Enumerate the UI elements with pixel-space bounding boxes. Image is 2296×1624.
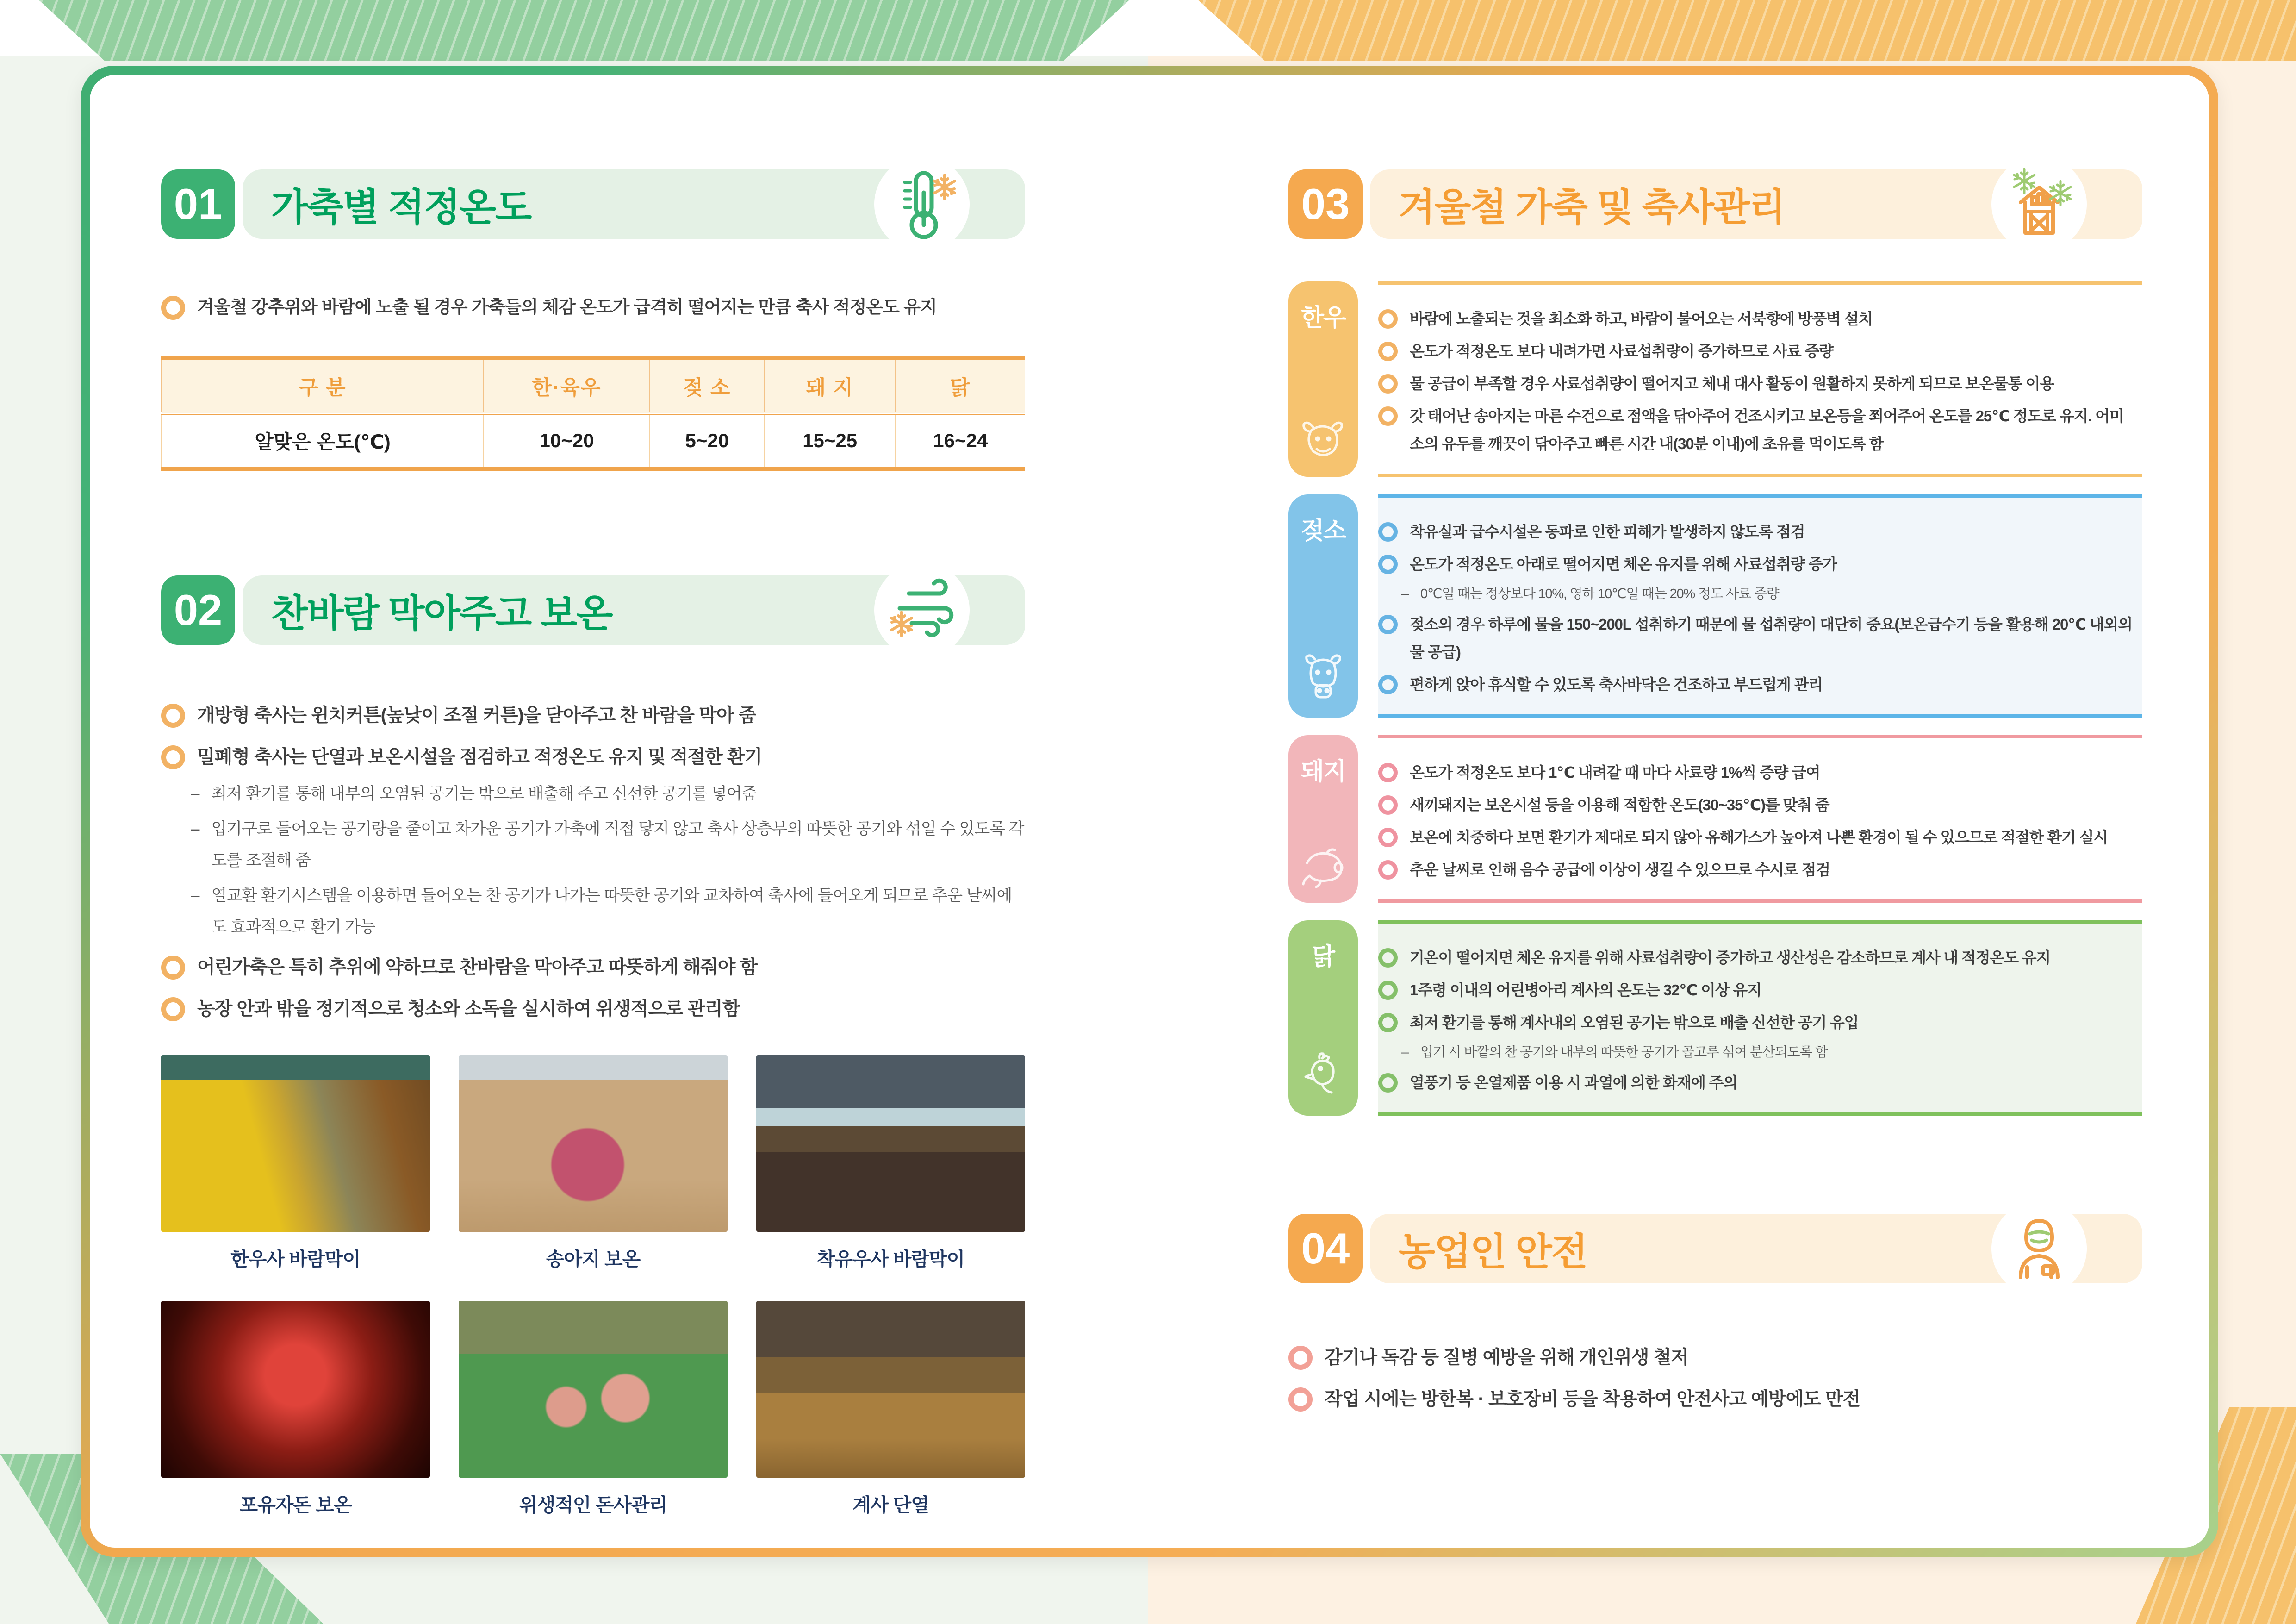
photo-cell xyxy=(161,1055,430,1271)
bullet-item xyxy=(1288,1340,2142,1375)
bullet-text: 착유실과 급수시설은 동파로 인한 피해가 발생하지 않도록 점검 xyxy=(1410,523,1805,540)
chicken-icon xyxy=(1299,1050,1347,1102)
photo-grid xyxy=(161,1055,1025,1547)
livestock-photo xyxy=(756,1055,1025,1232)
bullet-item xyxy=(1378,611,2138,666)
bullet-text: 온도가 적정온도 보다 내려가면 사료섭취량이 증가하므로 사료 증량 xyxy=(1410,343,1833,360)
photo-cell xyxy=(756,1055,1025,1271)
section04-title-bar xyxy=(1370,1214,2142,1283)
ring-bullet-icon xyxy=(1378,981,1398,1000)
section01-intro-text: 겨울철 강추위와 바람에 노출 될 경우 가축들의 체감 온도가 급격히 떨어지는 만큼 축사 적정온도 유지 xyxy=(197,298,937,317)
dash-marker: – xyxy=(191,887,199,905)
dash-marker: – xyxy=(191,820,199,838)
temperature-table-header-cell: 닭 xyxy=(896,358,1025,413)
bullet-text: 어린가축은 특히 추위에 약하므로 찬바람을 막아주고 따뜻하게 해줘야 함 xyxy=(197,957,758,977)
photo-caption: 위생적인 돈사관리 xyxy=(519,1494,667,1516)
ring-bullet-icon xyxy=(1378,555,1398,574)
bullet-text: 물 공급이 부족할 경우 사료섭취량이 떨어지고 체내 대사 활동이 원활하지 못하게 되므로 보온물통 이용 xyxy=(1410,375,2054,392)
bullet-text: 농장 안과 밖을 정기적으로 청소와 소독을 실시하여 위생적으로 관리함 xyxy=(197,999,740,1019)
bullet-item xyxy=(1378,944,2138,972)
ring-bullet-icon xyxy=(161,296,185,320)
protective-suit-person-icon xyxy=(1991,1201,2087,1296)
bullet-item xyxy=(1378,791,2138,819)
decorative-stripe-top-left xyxy=(28,0,1129,61)
temperature-table-header-row xyxy=(162,358,1025,413)
bullet-item xyxy=(1378,402,2138,458)
bullet-text: 기온이 떨어지면 체온 유지를 위해 사료섭취량이 증가하고 생산성은 감소하므로 계사 내 적정온도 유지 xyxy=(1410,949,2051,966)
livestock-photo xyxy=(459,1301,728,1478)
tab-jeotso-label: 젖소 xyxy=(1300,518,1346,544)
photo-cell xyxy=(756,1301,1025,1517)
bullet-item xyxy=(1378,824,2138,851)
bullet-text: 갓 태어난 송아지는 마른 수건으로 점액을 닦아주어 건조시키고 보온등을 쬐어주어 온도를 25℃ 정도로 유지. 어미소의 유두를 깨끗이 닦아주고 빠른 시간 내(30분 이내)에 초유를 먹이도록 함 xyxy=(1410,407,2124,452)
row-chicken-content xyxy=(1378,920,2142,1116)
tab-pig-label: 돼지 xyxy=(1300,758,1346,785)
section03-header xyxy=(1288,169,2142,239)
ring-bullet-icon xyxy=(1378,615,1398,634)
section02-title: 찬바람 막아주고 보온 xyxy=(271,592,612,635)
thermometer-snowflake-icon xyxy=(874,156,970,252)
ring-bullet-icon xyxy=(161,997,185,1021)
content-card-frame xyxy=(81,66,2218,1557)
section02-header xyxy=(161,575,1025,645)
photo-caption: 계사 단열 xyxy=(852,1494,929,1516)
bullet-item xyxy=(1378,759,2138,787)
bullet-item xyxy=(161,739,1025,775)
temperature-table-header-cell: 한·육우 xyxy=(484,358,650,413)
temperature-table xyxy=(161,356,1025,471)
bullet-item xyxy=(1378,305,2138,333)
wind-snowflake-icon xyxy=(874,562,970,658)
tab-jeotso xyxy=(1288,494,1358,718)
photo-caption: 착유우사 바람막이 xyxy=(816,1249,965,1270)
section03-number-badge: 03 xyxy=(1288,169,1363,239)
bullet-text: 0℃일 때는 정상보다 10%, 영하 10℃일 때는 20% 정도 사료 증량 xyxy=(1420,587,1779,601)
bullet-item xyxy=(1378,976,2138,1004)
row-jeotso-content xyxy=(1378,494,2142,718)
bullet-text: 최저 환기를 통해 내부의 오염된 공기는 밖으로 배출해 주고 신선한 공기를 넣어줌 xyxy=(211,785,757,803)
section04-header xyxy=(1288,1214,2142,1283)
tab-chicken-label: 닭 xyxy=(1312,943,1335,970)
bullet-item xyxy=(161,698,1025,733)
bullet-item xyxy=(1288,1381,2142,1417)
bullet-text: 밀폐형 축사는 단열과 보온시설을 점검하고 적정온도 유지 및 적절한 환기 xyxy=(197,747,762,767)
temperature-table-value-row xyxy=(162,413,1025,469)
ring-bullet-icon xyxy=(1378,675,1398,694)
section04-number-badge: 04 xyxy=(1288,1214,1363,1283)
section04-bullet-list xyxy=(1288,1333,2142,1417)
temperature-table-value-cell: 16~24 xyxy=(896,413,1025,469)
bullet-item xyxy=(1378,550,2138,578)
bullet-text: 보온에 치중하다 보면 환기가 제대로 되지 않아 유해가스가 높아져 나쁜 환경이 될 수 있으므로 적절한 환기 실시 xyxy=(1410,829,2108,846)
ring-bullet-icon xyxy=(1378,860,1398,880)
bullet-item xyxy=(1378,1069,2138,1097)
section04-title: 농업인 안전 xyxy=(1399,1230,1587,1273)
ring-bullet-icon xyxy=(1378,309,1398,329)
section01-intro-bullet xyxy=(161,290,1025,325)
bullet-text: 입기 시 바깥의 찬 공기와 내부의 따뜻한 공기가 골고루 섞여 분산되도록 함 xyxy=(1420,1045,1828,1060)
ring-bullet-icon xyxy=(1378,342,1398,361)
bullet-text: 추운 날씨로 인해 음수 공급에 이상이 생길 수 있으므로 수시로 점검 xyxy=(1410,861,1830,878)
bullet-item xyxy=(1378,1040,2138,1064)
ring-bullet-icon xyxy=(1288,1387,1313,1412)
temperature-table-header-cell: 구 분 xyxy=(162,358,484,413)
photo-cell xyxy=(459,1301,728,1517)
pig-icon xyxy=(1298,844,1349,889)
section02-number-badge: 02 xyxy=(161,575,235,645)
section01-title: 가축별 적정온도 xyxy=(271,186,531,229)
ring-bullet-icon xyxy=(1378,1013,1398,1032)
bullet-item xyxy=(161,949,1025,985)
photo-cell xyxy=(459,1055,728,1271)
ring-bullet-icon xyxy=(161,745,185,769)
section02-title-bar xyxy=(243,575,1025,645)
row-chicken xyxy=(1288,920,2142,1116)
bullet-text: 젖소의 경우 하루에 물을 150~200L 섭취하기 때문에 물 섭취량이 대단히 중요(보온급수기 등을 활용해 20℃ 내외의 물 공급) xyxy=(1410,616,2132,661)
bullet-item xyxy=(1378,370,2138,398)
section01-title-bar xyxy=(243,169,1025,239)
bullet-text: 입기구로 들어오는 공기량을 줄이고 차가운 공기가 가축에 직접 닿지 않고 축사 상층부의 따뜻한 공기와 섞일 수 있도록 각도를 조절해 줌 xyxy=(211,820,1024,869)
barn-snowflake-icon xyxy=(1991,156,2087,252)
right-page-column xyxy=(1288,75,2142,1548)
ring-bullet-icon xyxy=(1378,374,1398,394)
section01-header xyxy=(161,169,1025,239)
dash-marker: – xyxy=(191,785,199,803)
bullet-item xyxy=(1378,856,2138,884)
photo-caption: 한우사 바람막이 xyxy=(230,1249,361,1270)
temperature-table-header-cell: 젖 소 xyxy=(650,358,765,413)
temperature-table-value-cell: 5~20 xyxy=(650,413,765,469)
left-page-column xyxy=(161,75,1025,1548)
bullet-item xyxy=(1378,518,2138,546)
section02-bullet-list xyxy=(161,691,1025,1026)
ring-bullet-icon xyxy=(1378,828,1398,847)
bullet-text: 1주령 이내의 어린병아리 계사의 온도는 32℃ 이상 유지 xyxy=(1410,981,1761,999)
row-jeotso xyxy=(1288,494,2142,718)
livestock-photo xyxy=(161,1301,430,1478)
bullet-text: 온도가 적정온도 보다 1℃ 내려갈 때 마다 사료량 1%씩 증량 급여 xyxy=(1410,764,1820,781)
temperature-table-value-cell: 15~25 xyxy=(765,413,896,469)
bullet-text: 열교환 환기시스템을 이용하면 들어오는 찬 공기가 나가는 따뜻한 공기와 교차하여 축사에 들어오게 되므로 추운 날씨에도 효과적으로 환기 가능 xyxy=(211,887,1012,936)
bullet-text: 개방형 축사는 윈치커튼(높낮이 조절 커튼)을 닫아주고 찬 바람을 막아 줌 xyxy=(197,705,756,725)
row-pig-content xyxy=(1378,735,2142,903)
livestock-photo xyxy=(161,1055,430,1232)
bullet-item xyxy=(1378,1009,2138,1037)
tab-pig xyxy=(1288,735,1358,903)
ring-bullet-icon xyxy=(1378,948,1398,968)
content-card xyxy=(90,75,2209,1548)
livestock-photo xyxy=(459,1055,728,1232)
bullet-item xyxy=(1378,337,2138,365)
tab-chicken xyxy=(1288,920,1358,1116)
dash-marker: – xyxy=(1401,587,1408,601)
bullet-item xyxy=(161,991,1025,1026)
ring-bullet-icon xyxy=(1378,522,1398,542)
bullet-item xyxy=(1378,582,2138,606)
section03-title: 겨울철 가축 및 축사관리 xyxy=(1399,186,1785,229)
livestock-photo xyxy=(756,1301,1025,1478)
section01-number-badge: 01 xyxy=(161,169,235,239)
photo-caption: 송아지 보온 xyxy=(546,1249,641,1270)
ring-bullet-icon xyxy=(1378,1073,1398,1093)
temperature-table-value-cell: 10~20 xyxy=(484,413,650,469)
temperature-table-value-cell: 알맞은 온도(℃) xyxy=(162,413,484,469)
row-pig xyxy=(1288,735,2142,903)
row-hanwoo xyxy=(1288,281,2142,477)
ring-bullet-icon xyxy=(1378,795,1398,815)
bullet-item xyxy=(161,778,1025,810)
dash-marker: – xyxy=(1401,1045,1408,1060)
decorative-stripe-top-right xyxy=(1176,0,2296,61)
section03-title-bar xyxy=(1370,169,2142,239)
bullet-item xyxy=(161,813,1025,876)
temperature-table-header-cell: 돼 지 xyxy=(765,358,896,413)
bullet-text: 감기나 독감 등 질병 예방을 위해 개인위생 철저 xyxy=(1325,1347,1688,1368)
bullet-text: 작업 시에는 방한복 · 보호장비 등을 착용하여 안전사고 예방에도 만전 xyxy=(1325,1389,1860,1409)
row-hanwoo-content xyxy=(1378,281,2142,477)
tab-hanwoo xyxy=(1288,281,1358,477)
korean-cattle-icon xyxy=(1299,417,1347,463)
photo-cell xyxy=(161,1301,430,1517)
bullet-text: 열풍기 등 온열제품 이용 시 과열에 의한 화재에 주의 xyxy=(1410,1074,1737,1091)
bullet-text: 최저 환기를 통해 계사내의 오염된 공기는 밖으로 배출 신선한 공기 유입 xyxy=(1410,1014,1859,1031)
bullet-text: 편하게 앉아 휴식할 수 있도록 축사바닥은 건조하고 부드럽게 관리 xyxy=(1410,676,1823,693)
ring-bullet-icon xyxy=(1378,763,1398,782)
bullet-text: 바람에 노출되는 것을 최소화 하고, 바람이 불어오는 서북향에 방풍벽 설치 xyxy=(1410,310,1873,327)
ring-bullet-icon xyxy=(1288,1346,1313,1370)
bullet-text: 새끼돼지는 보온시설 등을 이용해 적합한 온도(30~35℃)를 맞춰 줌 xyxy=(1410,796,1829,813)
bullet-item xyxy=(161,880,1025,943)
tab-hanwoo-label: 한우 xyxy=(1300,305,1346,331)
ring-bullet-icon xyxy=(161,704,185,728)
dairy-cow-icon xyxy=(1299,653,1347,704)
ring-bullet-icon xyxy=(161,956,185,980)
photo-caption: 포유자돈 보온 xyxy=(239,1494,352,1516)
bullet-item xyxy=(1378,671,2138,699)
bullet-text: 온도가 적정온도 아래로 떨어지면 체온 유지를 위해 사료섭취량 증가 xyxy=(1410,556,1837,573)
ring-bullet-icon xyxy=(1378,406,1398,426)
